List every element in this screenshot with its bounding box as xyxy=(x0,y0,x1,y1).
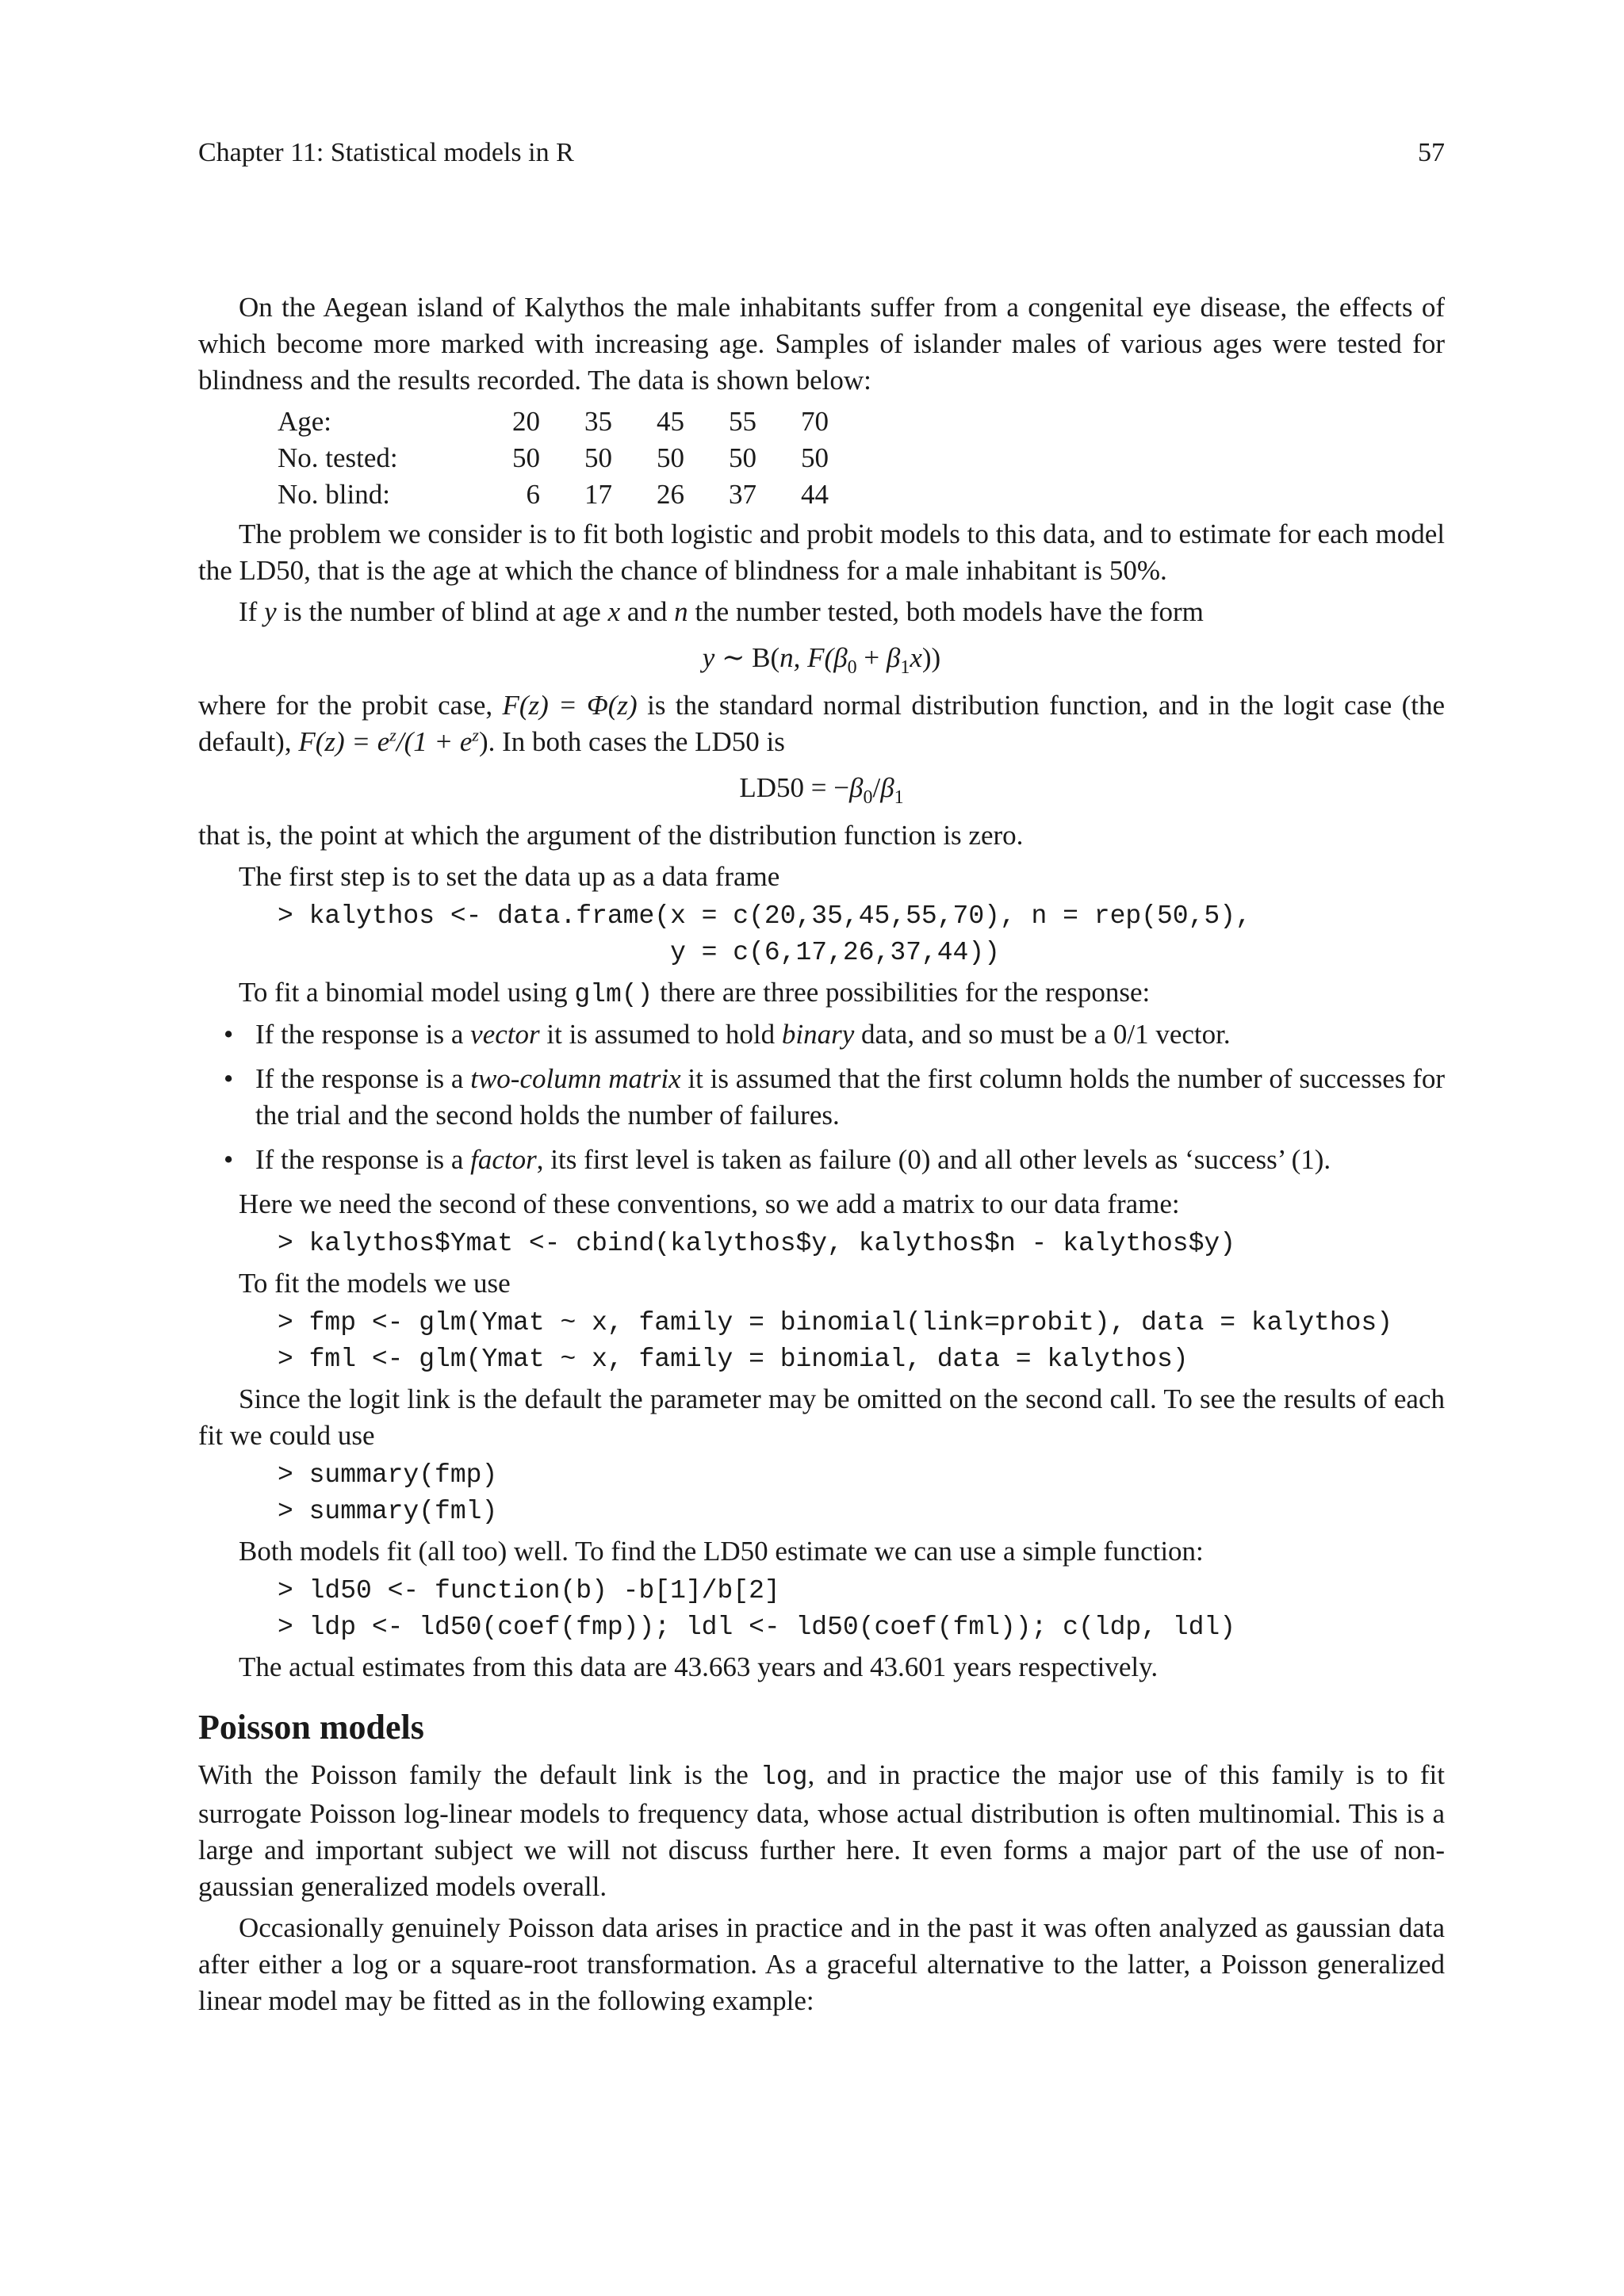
chapter-title: Chapter 11: Statistical models in R xyxy=(198,138,574,167)
main-content xyxy=(198,289,1445,2019)
table-cell: 50 xyxy=(729,442,756,473)
table-cell: 37 xyxy=(729,479,756,510)
estimates-paragraph: The actual estimates from this data are 43.663 years and 43.601 years respectively. xyxy=(239,1651,1159,1682)
response-options-list xyxy=(198,1016,1445,1178)
binomial-model-equation: y ∼ B(n, $F(\beta_0 + \beta_1x)$) xyxy=(702,642,941,678)
point-paragraph: that is, the point at which the argument of the distribution function is zero. xyxy=(198,820,1024,851)
code-ld50: > ld50 <- function(b) -b[1]/b[2] > ldp <- ld50(coef(fmp)); ldl <- ld50(coef(fml)); c(ldp, ldl) xyxy=(278,1576,1235,1642)
binomial-intro-paragraph: To fit a binomial model using glm() there are three possibilities for the response: xyxy=(239,977,1151,1009)
row-label: No. tested: xyxy=(278,442,398,473)
table-cell: 45 xyxy=(657,406,684,437)
both-fit-paragraph: Both models fit (all too) well. To find the LD50 estimate we can use a simple function: xyxy=(239,1536,1204,1567)
list-item: • If the response is a two-column matrix it is assumed that the first column holds the number of successes for the trial and the second holds the number of failures. xyxy=(224,1063,1446,1131)
table-row xyxy=(278,404,829,440)
table-row xyxy=(278,440,829,476)
logit-default-paragraph: Since the logit link is the default the parameter may be omitted on the second call. To see the results of each fit we could use xyxy=(198,1383,1445,1451)
table-cell: 17 xyxy=(584,479,612,510)
table-cell: 50 xyxy=(801,442,829,473)
first-step-paragraph: The first step is to set the data up as a data frame xyxy=(239,861,780,892)
model-form-paragraph: If y is the number of blind at age x and n the number tested, both models have the form xyxy=(239,596,1204,627)
where-paragraph: where for the probit case, F(z) = Φ(z) is the standard normal distribution function, and in the logit case (the default), $F(z) = e^z/(1 + e^z)$. In both cases the LD50 is xyxy=(198,690,1446,757)
page-number: 57 xyxy=(1418,138,1445,167)
row-label: No. blind: xyxy=(278,479,390,510)
table-row xyxy=(278,476,829,513)
section-heading-poisson: Poisson models xyxy=(198,1708,424,1747)
ld50-equation: $LD50 = -\beta_0/\beta_1$ xyxy=(739,772,904,808)
poisson-paragraph-2: Occasionally genuinely Poisson data arises in practice and in the past it was often analyzed as gaussian data after either a log or a square-root transformation. As a graceful alternative to the latter, a Poisson generalized linear model may be fitted as in the following example: xyxy=(198,1912,1445,2016)
table-cell: 44 xyxy=(801,479,829,510)
table-cell: 35 xyxy=(584,406,612,437)
poisson-paragraph-1: With the Poisson family the default link is the log, and in practice the major use of this family is to fit surrogate Poisson log-linear models to frequency data, whose actual distribution is often multinomial. This is a large and important subject we will not discuss further here. It even forms a major part of the use of non-gaussian generalized models overall. xyxy=(198,1759,1446,1902)
fit-models-paragraph: To fit the models we use xyxy=(239,1268,511,1299)
code-summary: > summary(fmp) > summary(fml) xyxy=(278,1460,498,1526)
table-cell: 55 xyxy=(729,406,756,437)
code-ymat: > kalythos$Ymat <- cbind(kalythos$y, kalythos$n - kalythos$y) xyxy=(278,1229,1235,1258)
code-glm-fits: > fmp <- glm(Ymat ~ x, family = binomial(link=probit), data = kalythos) > fml <- glm(Ymat ~ x, family = binomial, data = kalythos) xyxy=(278,1308,1393,1374)
running-header xyxy=(198,135,1445,171)
intro-paragraph: On the Aegean island of Kalythos the male inhabitants suffer from a congenital eye disease, the effects of which become more marked with increasing age. Samples of islander males of various ages were tested for blindness and the results recorded. The data is shown below: xyxy=(198,292,1445,396)
list-item: • If the response is a vector it is assumed to hold binary data, and so must be a 0/1 vector. xyxy=(224,1019,1231,1050)
table-cell: 50 xyxy=(657,442,684,473)
table-cell: 6 xyxy=(526,479,540,510)
table-cell: 70 xyxy=(801,406,829,437)
code-data-frame: > kalythos <- data.frame(x = c(20,35,45,55,70), n = rep(50,5), y = c(6,17,26,37,44)) xyxy=(278,901,1251,967)
row-label: Age: xyxy=(278,406,332,437)
problem-paragraph: The problem we consider is to fit both logistic and probit models to this data, and to estimate for each model the LD50, that is the age at which the chance of blindness for a male inhabitant is 50%. xyxy=(198,519,1445,586)
table-cell: 20 xyxy=(512,406,540,437)
table-cell: 50 xyxy=(512,442,540,473)
kalythos-data-table xyxy=(278,404,829,513)
table-cell: 50 xyxy=(584,442,612,473)
second-convention-paragraph: Here we need the second of these conventions, so we add a matrix to our data frame: xyxy=(239,1188,1180,1219)
table-cell: 26 xyxy=(657,479,684,510)
list-item: • If the response is a factor, its first level is taken as failure (0) and all other levels as ‘success’ (1). xyxy=(224,1144,1331,1175)
